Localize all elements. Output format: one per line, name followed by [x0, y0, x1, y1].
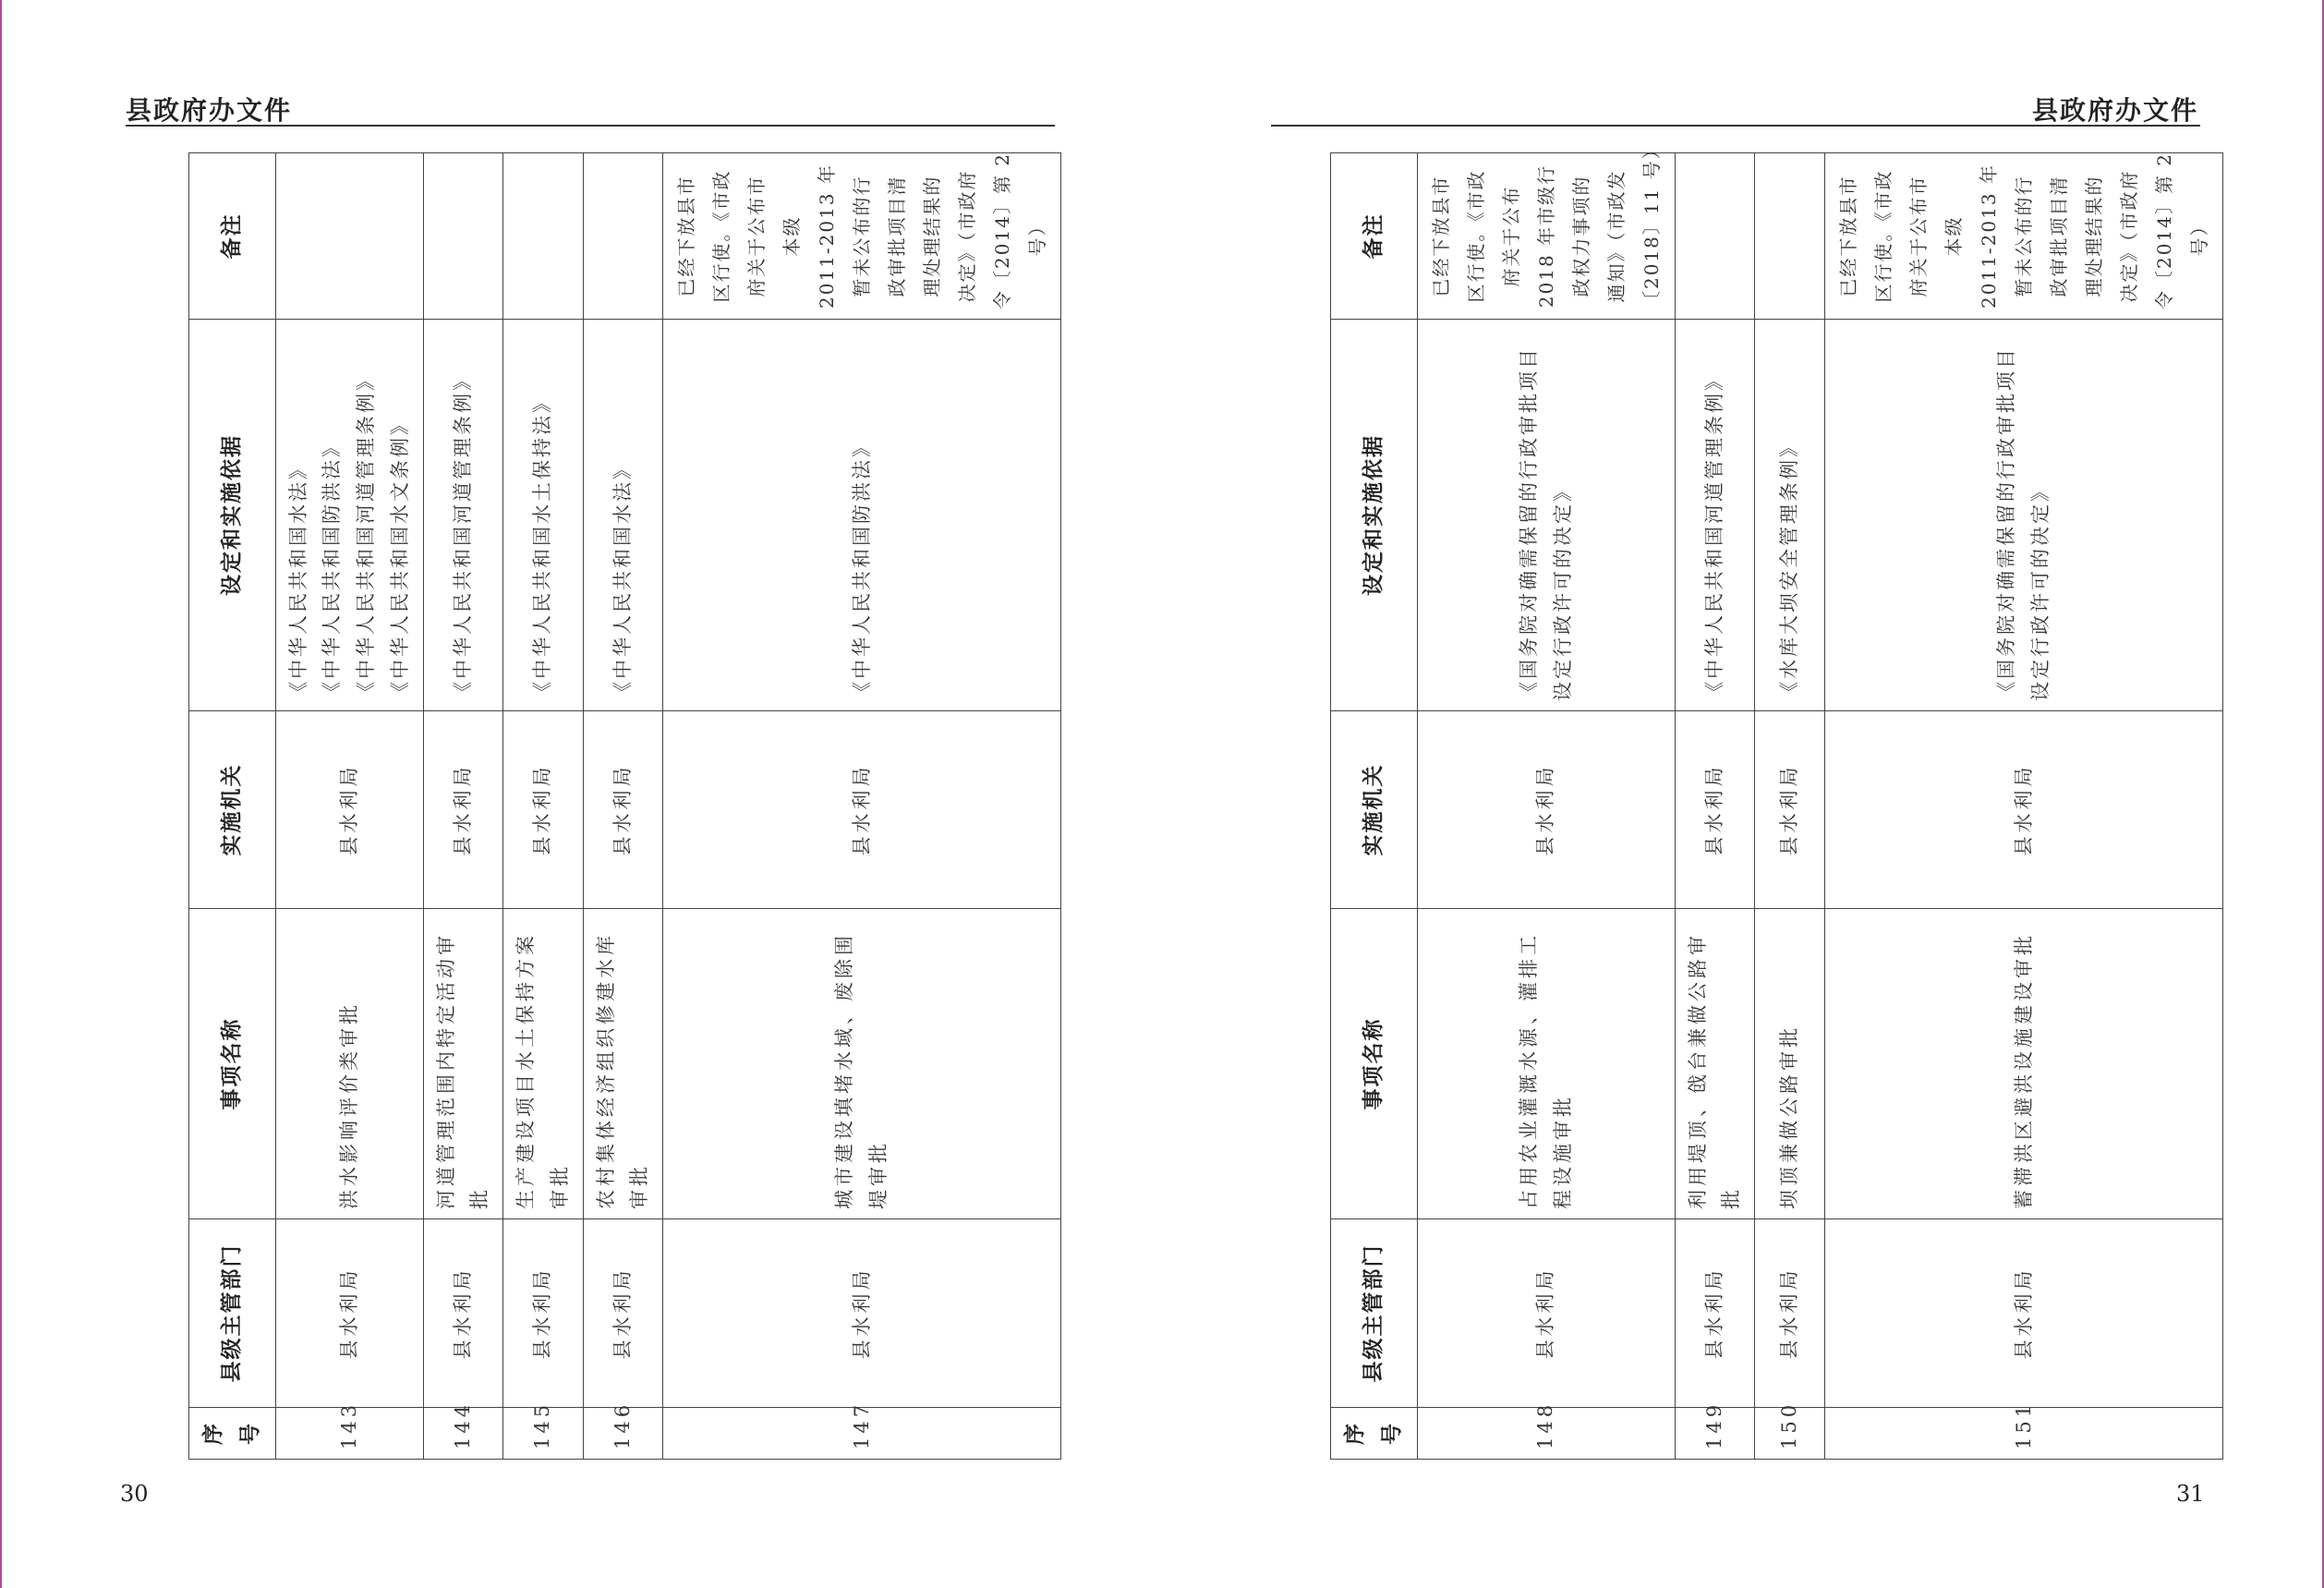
basis-line: 设定行政许可的决定》	[1551, 479, 1574, 701]
cell-agency: 县水利局	[583, 711, 663, 909]
cell-note	[1755, 153, 1825, 320]
cell-no: 147	[663, 1408, 1061, 1460]
note-line: 政权力事项的	[1569, 175, 1592, 297]
note-line: 本级	[1943, 215, 1965, 257]
table-row	[1417, 153, 1675, 1460]
basis-line: 《水库大坝安全管理条例》	[1778, 435, 1801, 701]
cell-basis	[583, 320, 663, 711]
note-line: 理处理结果的	[2083, 175, 2105, 297]
note-line: 已经下放县市	[1429, 175, 1452, 297]
cell-basis	[663, 320, 1061, 711]
basis-line: 《中华人民共和国河道管理条例》	[355, 369, 377, 701]
cell-note	[1417, 139, 1675, 320]
note-line: 政审批项目清	[2048, 175, 2070, 297]
note-line: 已经下放县市	[675, 175, 697, 297]
cell-dept: 县水利局	[503, 1219, 584, 1408]
cell-name: 生产建设项目水土保持方案审批	[503, 909, 584, 1219]
note-line: 号）	[2188, 215, 2210, 257]
cell-agency: 县水利局	[423, 711, 503, 909]
cell-name: 洪水影响评价类审批	[275, 909, 423, 1219]
page-number: 31	[2176, 1481, 2205, 1507]
note-line: 理处理结果的	[921, 175, 943, 297]
cell-no: 148	[1417, 1408, 1675, 1460]
cell-note	[1825, 153, 2223, 320]
header-basis: 设定和实施依据	[1331, 320, 1418, 711]
cell-no: 144	[423, 1408, 503, 1460]
cell-name: 蓄滞洪区避洪设施建设审批	[1825, 909, 2223, 1219]
note-line: 府关于公布	[1499, 185, 1522, 287]
cell-no: 143	[275, 1408, 423, 1460]
header-agency: 实施机关	[1331, 711, 1418, 909]
table-row	[1675, 153, 1755, 1460]
cell-agency: 县水利局	[1825, 711, 2223, 909]
cell-basis	[503, 320, 584, 711]
cell-dept: 县水利局	[1825, 1219, 2223, 1408]
cell-no: 151	[1825, 1408, 2223, 1460]
cell-note	[583, 153, 663, 320]
basis-line: 《中华人民共和国防洪法》	[321, 435, 344, 701]
approval-table-left	[188, 152, 1061, 1460]
table-row	[275, 153, 423, 1460]
cell-basis	[1675, 320, 1755, 711]
note-line: 区行使。《市政	[1464, 169, 1487, 303]
cell-note	[503, 153, 584, 320]
cell-dept: 县水利局	[1417, 1219, 1675, 1408]
header-note: 备注	[1331, 153, 1418, 320]
cell-dept: 县水利局	[583, 1219, 663, 1408]
cell-name: 占用农业灌溉水源、灌排工程设施审批	[1417, 909, 1675, 1219]
header-agency: 实施机关	[189, 711, 276, 909]
note-line: 府关于公布市	[745, 175, 768, 297]
cell-dept: 县水利局	[1755, 1219, 1825, 1408]
note-line: 决定》（市政府	[956, 169, 978, 303]
note-line: 府关于公布市	[1907, 175, 1930, 297]
cell-note	[423, 153, 503, 320]
note-line: 本级	[781, 215, 803, 257]
page-header-title: 县政府办文件	[126, 95, 293, 126]
cell-dept: 县水利局	[423, 1219, 503, 1408]
cell-note	[275, 153, 423, 320]
table-header-row	[1331, 153, 1418, 1460]
note-line: 暂未公布的行	[851, 175, 873, 297]
note-line: 决定》（市政府	[2118, 169, 2140, 303]
cell-dept: 县水利局	[275, 1219, 423, 1408]
basis-line: 《中华人民共和国水文条例》	[388, 413, 411, 701]
cell-note	[663, 153, 1061, 320]
cell-name: 城市建设填堵水域、废除围堤审批	[663, 909, 1061, 1219]
header-basis: 设定和实施依据	[189, 320, 276, 711]
cell-agency: 县水利局	[1417, 711, 1675, 909]
cell-basis	[1755, 320, 1825, 711]
cell-name: 坝顶兼做公路审批	[1755, 909, 1825, 1219]
cell-no: 150	[1755, 1408, 1825, 1460]
table-row	[503, 153, 584, 1460]
note-line: 通知》（市政发	[1604, 169, 1628, 303]
note-line: 2011-2013 年	[816, 164, 838, 309]
basis-line: 《中华人民共和国水法》	[286, 457, 309, 701]
basis-line: 《国务院对确需保留的行政审批项目	[1517, 346, 1540, 701]
header-name: 事项名称	[189, 909, 276, 1219]
cell-note	[1675, 153, 1755, 320]
header-no: 序号	[189, 1408, 276, 1460]
page-header-title: 县政府办文件	[2031, 95, 2198, 126]
note-line: 暂未公布的行	[2013, 175, 2035, 297]
cell-name: 农村集体经济组织修建水库审批	[583, 909, 663, 1219]
cell-agency: 县水利局	[275, 711, 423, 909]
cell-basis	[275, 320, 423, 711]
table-row	[1825, 153, 2223, 1460]
note-line: 令〔2014〕第 2	[2153, 152, 2175, 309]
cell-agency: 县水利局	[1675, 711, 1755, 909]
cell-agency: 县水利局	[503, 711, 584, 909]
basis-line: 《中华人民共和国防洪法》	[850, 435, 873, 701]
table-frame-right	[1330, 139, 2210, 1460]
cell-agency: 县水利局	[663, 711, 1061, 909]
cell-no: 146	[583, 1408, 663, 1460]
basis-line: 设定行政许可的决定》	[2029, 479, 2052, 701]
basis-line: 《中华人民共和国河道管理条例》	[451, 369, 474, 701]
cell-basis	[423, 320, 503, 711]
basis-line: 《中华人民共和国水法》	[611, 457, 634, 701]
note-line: 〔2018〕11 号）	[1640, 139, 1663, 309]
basis-line: 《国务院对确需保留的行政审批项目	[1995, 346, 2018, 701]
note-line: 2011-2013 年	[1978, 164, 2000, 309]
cell-no: 149	[1675, 1408, 1755, 1460]
cell-dept: 县水利局	[1675, 1219, 1755, 1408]
page-number: 30	[120, 1481, 149, 1507]
table-row	[663, 153, 1061, 1460]
header-no: 序号	[1331, 1408, 1418, 1460]
cell-agency: 县水利局	[1755, 711, 1825, 909]
table-row	[1755, 153, 1825, 1460]
cell-basis	[1825, 320, 2223, 711]
approval-table-right	[1330, 139, 2223, 1460]
cell-name: 河道管理范围内特定活动审批	[423, 909, 503, 1219]
header-dept: 县级主管部门	[189, 1219, 276, 1408]
note-line: 令〔2014〕第 2	[991, 152, 1013, 309]
cell-name: 利用堤顶、戗台兼做公路审批	[1675, 909, 1755, 1219]
note-line: 号）	[1026, 215, 1048, 257]
cell-basis	[1417, 320, 1675, 711]
header-rule	[126, 125, 1055, 127]
header-name: 事项名称	[1331, 909, 1418, 1219]
table-frame-left	[188, 152, 1048, 1460]
header-note: 备注	[189, 153, 276, 320]
basis-line: 《中华人民共和国河道管理条例》	[1702, 369, 1725, 701]
header-rule	[1271, 125, 2200, 127]
note-line: 政审批项目清	[886, 175, 908, 297]
cell-no: 145	[503, 1408, 584, 1460]
note-line: 已经下放县市	[1837, 175, 1859, 297]
table-row	[423, 153, 503, 1460]
right-page	[1162, 0, 2324, 1588]
note-line: 2018 年市级行	[1534, 164, 1557, 309]
cell-dept: 县水利局	[663, 1219, 1061, 1408]
table-row	[583, 153, 663, 1460]
table-header-row	[189, 153, 276, 1460]
header-dept: 县级主管部门	[1331, 1219, 1418, 1408]
note-line: 区行使。《市政	[710, 169, 732, 303]
basis-line: 《中华人民共和国水土保持法》	[531, 391, 554, 701]
trim-line-left	[0, 0, 2, 1588]
note-line: 区行使。《市政	[1872, 169, 1894, 303]
